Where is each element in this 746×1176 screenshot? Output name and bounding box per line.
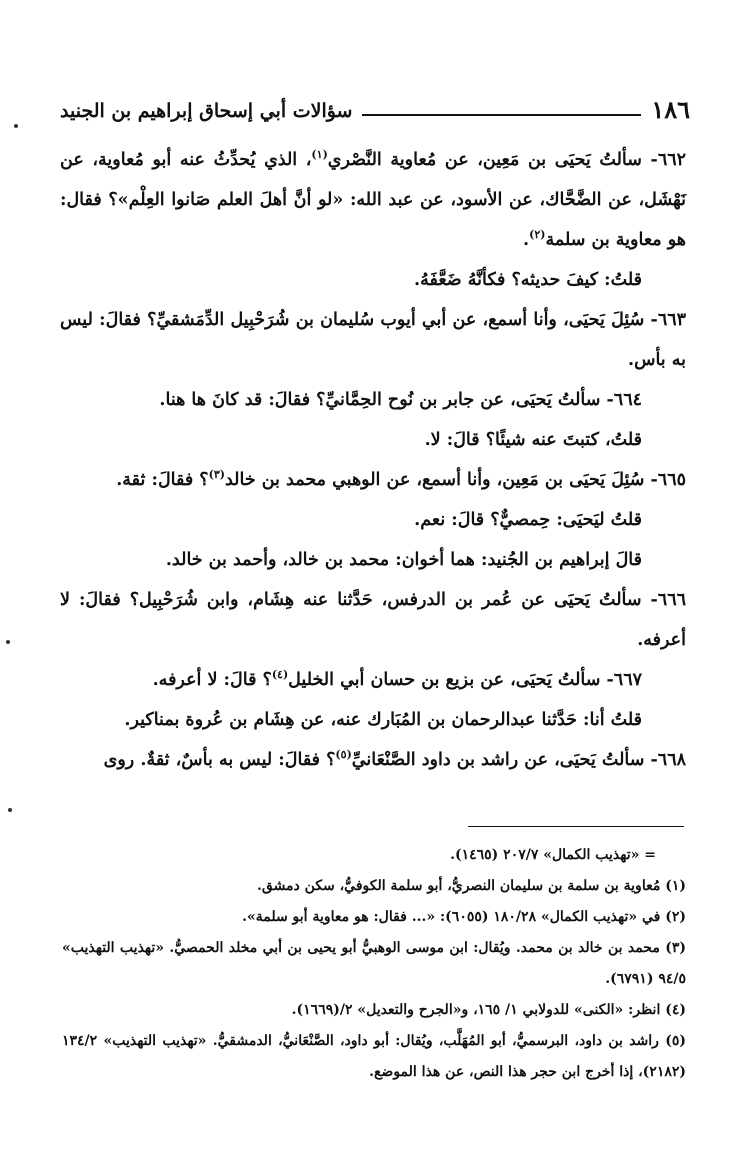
footnote-ref: (٢) [529,228,546,242]
paragraph: قلتُ ليَحيَى: حِمصيٌّ؟ قالَ: نعم. [414,510,642,530]
footnote-ref: (٤) [271,668,289,682]
running-title: سؤالات أبي إسحاق إبراهيم بن الجنيد [60,100,353,122]
entry-663 [60,300,686,380]
entry-text-tail: ، الذي يُحدِّثُ عنه أبو مُعاوية، عن نَهْشَل، عن الضَّحَّاك، عن الأسود، عن عبد الله: «لو أنَّ أهلَ العلم صَانوا العِلْم»؟ فقال: هو معاوية بن سلمة [60,150,686,250]
entry-666 [60,580,686,660]
page-number: ١٨٦ [651,95,690,124]
entry-text: سألتُ يَحيَى، عن راشد بن داود الصَّنْعَانيِّ [351,750,645,770]
paragraph: قلتُ أنا: حَدَّثنا عبدالرحمان بن المُبَارك عنه، عن هِشَام بن عُروة بمناكير. [124,710,642,730]
entry-text: سألتُ يَحيَى بن مَعِين، عن مُعاوية النَّصْري [327,150,642,170]
footnote-separator [468,826,684,827]
paragraph: قلتُ: كيفَ حديثه؟ فكأنَّهُ ضَعَّفَهُ. [414,270,642,290]
entry-664 [60,380,686,420]
entry-667 [60,660,686,700]
footnotes [62,840,686,1088]
entry-number: ٦٦٨- [650,750,686,770]
footnote-ref: (٥) [335,748,352,762]
entry-text: سألتُ يَحيَى عن عُمر بن الدرفس، حَدَّثنا عنه هِشَام، وابن شُرَحْبِيل؟ فقالَ: لا أعرفه. [60,590,686,650]
entry-number: ٦٦٢- [650,150,687,170]
entry-number: ٦٦٦- [650,590,686,610]
entry-text-tail: ؟ فقالَ: ثقة. [116,470,209,490]
entry-text-tail: ؟ قالَ: لا أعرفه. [152,670,272,690]
entry-number: ٦٦٤- [606,390,642,410]
main-text [60,140,686,780]
footnote-ref: (١) [311,148,328,162]
entry-text-tail: ؟ فقالَ: ليس به بأسٌ، ثقةٌ. روى [103,750,336,770]
entry-number: ٦٦٣- [650,310,687,330]
scan-speck [14,124,18,128]
footnote-5: (٥) راشد بن داود، البرسميُّ، أبو المُهَلَّب، ويُقال: أبو داود، الصَّنْعَانيُّ، الدمشقيُّ. «تهذيب التهذيب» ١٣٤/٢ (٢١٨٢)، إذا أخرج ابن حجر هذا النص، عن هذا الموضع. [62,1033,686,1080]
entry-text: سُئِلَ يَحيَى بن مَعِين، وأنا أسمع، عن الوهبي محمد بن خالد [224,470,645,490]
entry-665 [60,460,686,500]
page-header [60,92,690,122]
footnote-1: (١) مُعاوية بن سلمة بن سليمان النصريُّ، أبو سلمة الكوفيُّ، سكن دمشق. [257,878,686,894]
entry-text: سألتُ يَحيَى، عن جابر بن نُوح الحِمَّانيِّ؟ فقالَ: قد كانَ ها هنا. [159,390,601,410]
entry-662 [60,140,686,260]
footnote-ref: (٣) [208,468,225,482]
footnote-2: (٢) في «تهذيب الكمال» ١٨٠/٢٨ (٦٠٥٥): «... فقال: هو معاوية أبو سلمة». [242,909,686,925]
paragraph: قلتُ، كتبتَ عنه شيئًا؟ قالَ: لا. [424,430,642,450]
footnote-4: (٤) انظر: «الكنى» للدولابي ١/ ١٦٥، و«الجرح والتعديل» ٢/(١٦٦٩). [291,1002,686,1018]
paragraph: قالَ إبراهيم بن الجُنيد: هما أخوان: محمد بن خالد، وأحمد بن خالد. [165,550,642,570]
entry-text: سألتُ يَحيَى، عن بزيع بن حسان أبي الخليل [288,670,601,690]
entry-number: ٦٦٥- [650,470,686,490]
footnote-continuation: = «تهذيب الكمال» ٢٠٧/٧ (١٤٦٥). [450,847,656,863]
scan-speck [6,640,10,644]
footnote-3: (٣) محمد بن خالد بن محمد. ويُقال: ابن موسى الوهبيُّ أبو يحيى بن أبي مخلد الحمصيُّ. «تهذيب التهذيب» ٩٤/٥ (٦٧٩١). [62,940,686,987]
scan-speck [8,808,12,812]
header-rule [362,114,641,116]
entry-number: ٦٦٧- [606,670,642,690]
entry-668 [60,740,686,780]
entry-text: سُئِلَ يَحيَى، وأنا أسمع، عن أبي أيوب سُليمان بن شُرَحْبِيل الدِّمَشقيِّ؟ فقالَ: ليس به بأس. [60,310,686,370]
entry-text-tail: . [523,230,530,250]
